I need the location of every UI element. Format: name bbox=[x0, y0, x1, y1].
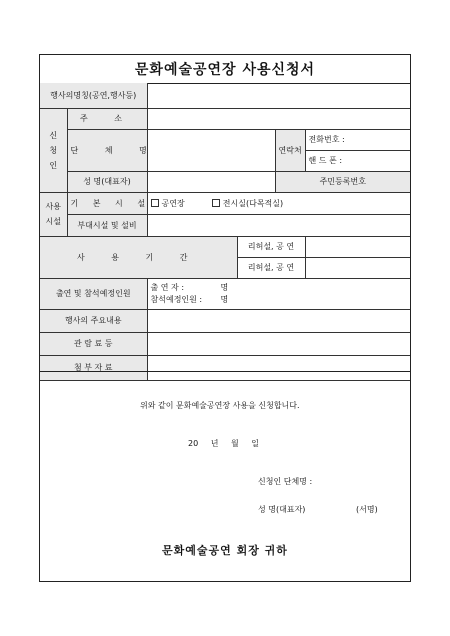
signature-section bbox=[40, 371, 410, 582]
basic-facility-label: 기 본 시 설 bbox=[67, 192, 147, 214]
period-row2-label: 리허설, 공 연 bbox=[237, 257, 305, 278]
hall-checkbox[interactable] bbox=[151, 199, 159, 207]
statement-text: 위와 같이 문화예술공연장 사용을 신청합니다. bbox=[140, 401, 300, 410]
attachments-label: 첨 부 자 료 bbox=[40, 355, 147, 380]
rrn-label: 주민등록번호 bbox=[275, 171, 410, 192]
rep-name-field[interactable] bbox=[147, 171, 275, 192]
event-name-label: 행사의명칭(공연,행사등) bbox=[40, 83, 147, 108]
headcount-label: 출연 및 참석예정인원 bbox=[40, 278, 147, 309]
exhibit-option-label: 전시실(다목적실) bbox=[222, 198, 284, 208]
content-label: 행사의 주요내용 bbox=[40, 309, 147, 332]
rep-name-line[interactable]: 성 명(대표자) bbox=[258, 505, 306, 514]
content-field[interactable] bbox=[147, 309, 410, 332]
org-name-field[interactable] bbox=[147, 129, 275, 171]
aux-facility-label: 부대시설 및 설비 bbox=[67, 214, 147, 236]
aux-facility-field[interactable] bbox=[147, 214, 410, 236]
event-name-field[interactable] bbox=[147, 83, 410, 108]
period-row2-field[interactable] bbox=[305, 257, 410, 278]
performers-unit: 명 bbox=[220, 282, 229, 292]
fee-label: 관 람 료 등 bbox=[40, 332, 147, 355]
phone-field[interactable]: 전화번호 : bbox=[305, 129, 410, 150]
fee-field[interactable] bbox=[147, 332, 410, 355]
signature-mark: (서명) bbox=[356, 505, 378, 514]
period-label: 사 용 기 간 bbox=[40, 236, 237, 278]
org-name-label: 단 체 명 bbox=[67, 129, 147, 171]
rep-name-label: 성 명(대표자) bbox=[67, 171, 147, 192]
hall-option-label: 공연장 bbox=[161, 198, 185, 208]
basic-facility-options bbox=[147, 192, 410, 214]
date-line: 20 년 월 일 bbox=[188, 439, 259, 448]
form-title: 문화예술공연장 사용신청서 bbox=[40, 55, 410, 84]
address-field[interactable] bbox=[147, 108, 410, 129]
mobile-field[interactable]: 핸 드 폰 : bbox=[305, 150, 410, 171]
exhibit-checkbox[interactable] bbox=[212, 199, 220, 207]
period-row1-field[interactable] bbox=[305, 236, 410, 257]
application-form bbox=[39, 54, 411, 582]
contact-label: 연락처 bbox=[275, 129, 305, 171]
facility-label: 사용시설 bbox=[40, 192, 67, 236]
performers-label: 출 연 자 : bbox=[150, 282, 185, 292]
attendees-label: 참석예정인원 : bbox=[150, 294, 203, 304]
applicant-label: 신청인 bbox=[40, 108, 67, 192]
form-grid bbox=[40, 83, 410, 381]
headcount-field[interactable] bbox=[147, 278, 410, 309]
applicant-org-line[interactable]: 신청인 단체명 : bbox=[258, 477, 313, 486]
period-row1-label: 리허설, 공 연 bbox=[237, 236, 305, 257]
address-label: 주 소 bbox=[67, 108, 147, 129]
attendees-unit: 명 bbox=[220, 294, 229, 304]
addressee-line: 문화예술공연 회장 귀하 bbox=[162, 544, 288, 557]
